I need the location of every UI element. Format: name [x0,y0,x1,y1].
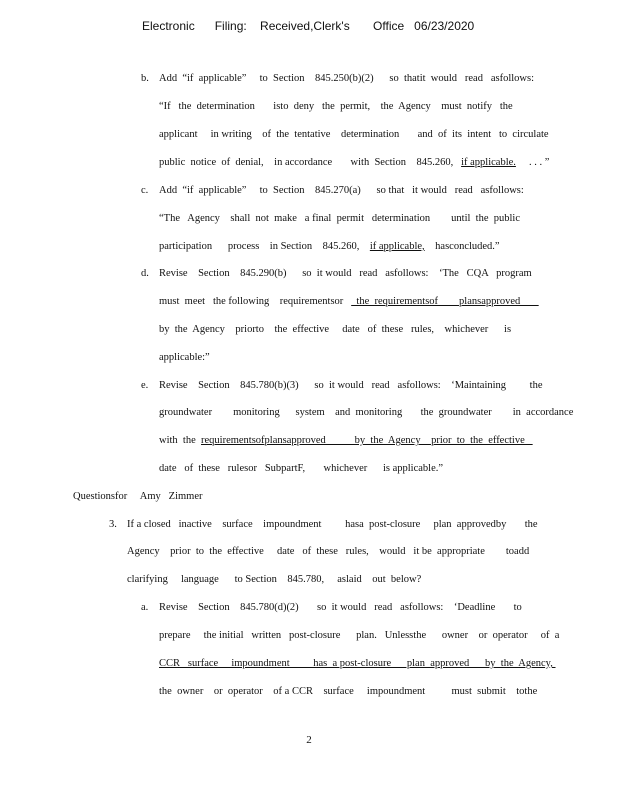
item-c-line-1: Add “if applicable” to Section 845.270(a) so that it would read asfollows: [159,185,524,196]
item-c-marker: c. [141,185,149,196]
item-d-inserted-text: the requirementsof plansapproved [351,296,539,307]
subitem-a-marker: a. [141,602,149,613]
item-d-line-4: applicable:” [159,352,210,363]
item-b-inserted-text: if applicable. [461,157,516,168]
item-b-line-1: Add “if applicable” to Section 845.250(b)(2) so thatit would read asfollows: [159,73,535,84]
question-3-line-3: clarifying language to Section 845.780, aslaid out below? [127,574,422,585]
item-b-line-4 [159,157,549,169]
item-d-line-2 [159,296,539,308]
item-d-line-1: Revise Section 845.290(b) so it would read asfollows: ‘The CQA program [159,268,532,279]
item-d-marker: d. [141,268,149,279]
item-b-marker: b. [141,73,149,84]
item-e-line-3-text: with the [159,435,201,446]
item-c-line-2: “The Agency shall not make a final permit determination until the public [159,213,520,224]
item-e-line-3 [159,435,533,447]
item-b-line-4-end: . . . ” [515,157,550,168]
item-d-line-3: by the Agency priorto the effective date of these rules, whichever is [159,324,512,335]
item-c-inserted-text: if applicable, [369,241,425,252]
item-e-line-2: groundwater monitoring system and monitoring the groundwater in accordance [159,407,574,418]
item-d-line-2-text: must meet the following requirementsor [159,296,352,307]
subitem-a-line-1: Revise Section 845.780(d)(2) so it would read asfollows: ‘Deadline to [159,602,522,613]
item-e-line-1: Revise Section 845.780(b)(3) so it would read asfollows: ‘Maintaining the [159,380,543,391]
item-b-line-3: applicant in writing of the tentative determination and of its intent to circulate [159,129,549,140]
subitem-a-line-2: prepare the initial written post-closure plan. Unlessthe owner or operator of a [159,630,560,641]
item-e-marker: e. [141,380,149,391]
item-c-line-3 [159,241,500,253]
item-e-line-4: date of these rulesor SubpartF, whichever is applicable.” [159,463,444,474]
item-b-line-2: “If the determination isto deny the permit, the Agency must notify the [159,101,513,112]
subitem-a-inserted-text: CCR surface impoundment has a post-closure plan approved by the Agency, [159,658,556,669]
question-3-line-1: If a closed inactive surface impoundment hasa post-closure plan approvedby the [127,519,538,530]
item-c-line-3-text: participation process in Section 845.260, [159,241,370,252]
question-3-line-2: Agency prior to the effective date of these rules, would it be appropriate toadd [127,546,530,557]
questions-heading: Questionsfor Amy Zimmer [73,491,203,502]
page-number: 2 [306,734,312,746]
item-c-line-3-end: hasconcluded.” [424,241,500,252]
filing-header: Electronic Filing: Received,Clerk's Office 06/23/2020 [142,19,475,33]
question-3-marker: 3. [109,519,117,530]
item-b-line-4-text: public notice of denial, in accordance with Section 845.260, [159,157,462,168]
item-e-inserted-text: requirementsofplansapproved by the Agency prior to the effective [201,435,533,446]
subitem-a-line-4: the owner or operator of a CCR surface impoundment must submit tothe [159,686,538,697]
